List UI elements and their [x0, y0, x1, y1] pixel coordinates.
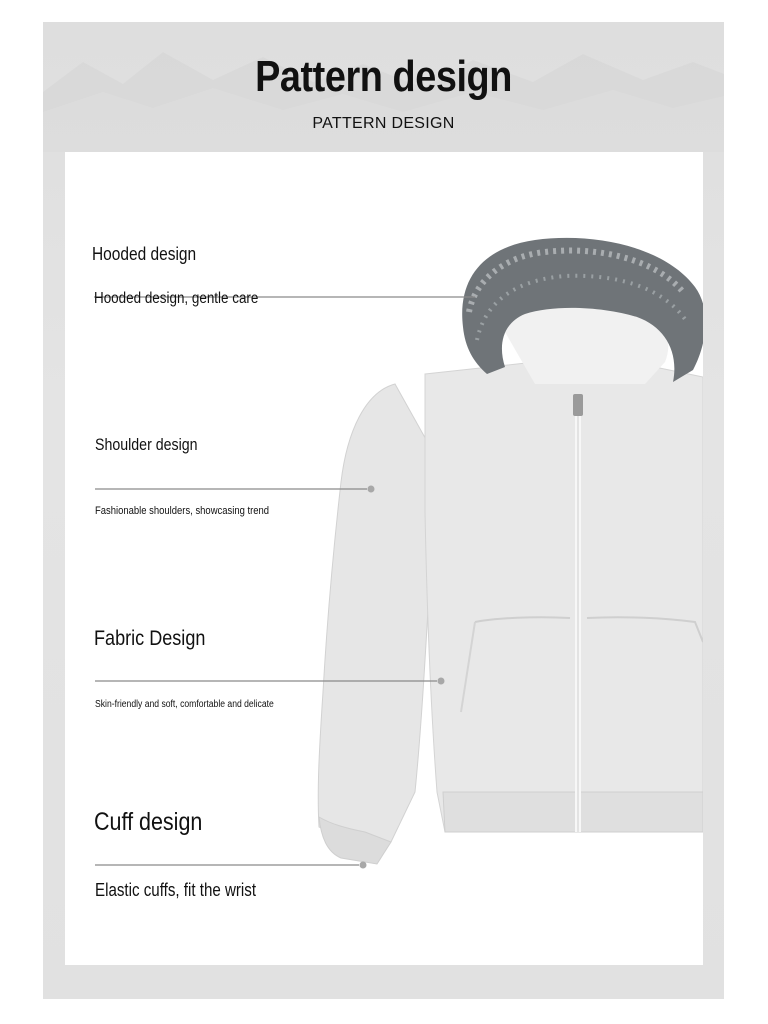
feature-desc-fabric: Skin-friendly and soft, comfortable and delicate — [95, 699, 274, 710]
feature-title-hood: Hooded design — [92, 244, 197, 264]
page-subtitle: PATTERN DESIGN — [312, 115, 455, 132]
callout-lines — [65, 152, 703, 965]
feature-desc-hood: Hooded design, gentle care — [94, 290, 259, 307]
feature-title-shoulder: Shoulder design — [95, 436, 198, 454]
feature-title-fabric: Fabric Design — [94, 627, 206, 650]
page-frame — [43, 22, 724, 999]
feature-desc-cuff: Elastic cuffs, fit the wrist — [95, 880, 257, 900]
page-title: Pattern design — [255, 52, 512, 101]
product-panel — [65, 152, 703, 965]
feature-desc-shoulder: Fashionable shoulders, showcasing trend — [95, 505, 270, 517]
feature-title-cuff: Cuff design — [94, 808, 203, 836]
